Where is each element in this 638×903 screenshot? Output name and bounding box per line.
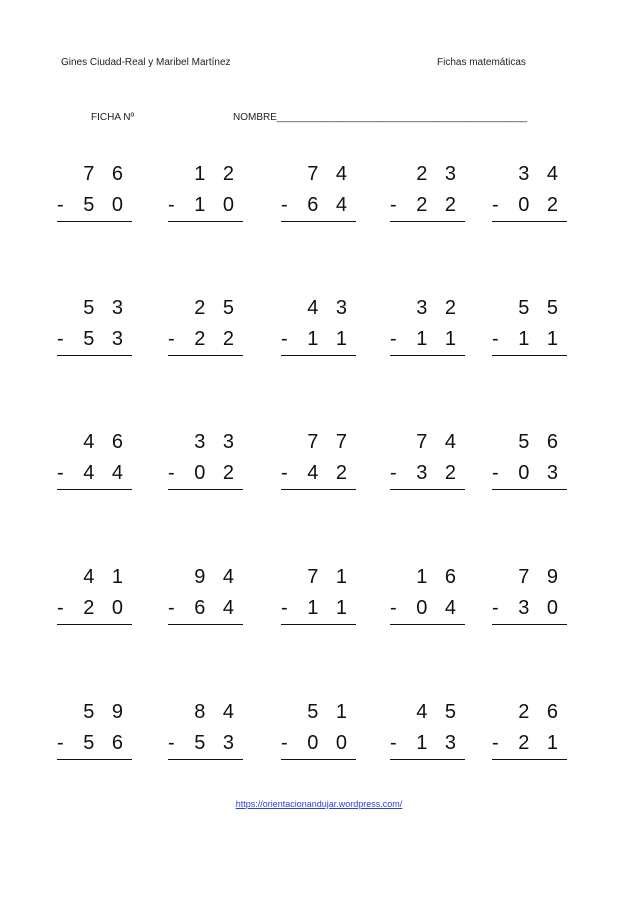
minus-sign: - bbox=[492, 597, 499, 619]
minuend: 8 4 bbox=[194, 701, 240, 723]
answer-line bbox=[281, 355, 356, 356]
minus-sign: - bbox=[390, 194, 397, 216]
minus-sign: - bbox=[492, 328, 499, 350]
minus-sign: - bbox=[168, 732, 175, 754]
minuend: 4 1 bbox=[83, 566, 129, 588]
answer-line bbox=[492, 221, 567, 222]
subtraction-problem bbox=[57, 702, 132, 772]
name-field-label: NOMBRE_____________________________________________ bbox=[233, 112, 528, 123]
answer-line bbox=[57, 355, 132, 356]
minuend: 7 6 bbox=[83, 163, 129, 185]
answer-line bbox=[492, 759, 567, 760]
minus-sign: - bbox=[281, 194, 288, 216]
answer-line bbox=[390, 624, 465, 625]
minus-sign: - bbox=[57, 328, 64, 350]
worksheet-subject: Fichas matemáticas bbox=[437, 57, 526, 68]
subtrahend: 5 6 bbox=[83, 732, 129, 754]
subtraction-problem bbox=[281, 164, 356, 234]
answer-line bbox=[168, 355, 243, 356]
answer-line bbox=[390, 355, 465, 356]
subtraction-problem bbox=[390, 702, 465, 772]
answer-line bbox=[168, 624, 243, 625]
subtraction-problem bbox=[390, 298, 465, 368]
author-credit: Gines Ciudad-Real y Maribel Martínez bbox=[61, 57, 231, 68]
minuend: 7 4 bbox=[416, 431, 462, 453]
minus-sign: - bbox=[281, 328, 288, 350]
answer-line bbox=[57, 489, 132, 490]
subtrahend: 2 1 bbox=[518, 732, 564, 754]
subtrahend: 2 2 bbox=[194, 328, 240, 350]
subtraction-problem bbox=[492, 702, 567, 772]
subtraction-problem bbox=[390, 164, 465, 234]
minuend: 5 3 bbox=[83, 297, 129, 319]
footer-link[interactable]: https://orientacionandujar.wordpress.com/ bbox=[235, 799, 403, 809]
minus-sign: - bbox=[390, 462, 397, 484]
minuend: 1 6 bbox=[416, 566, 462, 588]
subtraction-problem bbox=[57, 567, 132, 637]
subtraction-problem bbox=[57, 298, 132, 368]
minuend: 2 3 bbox=[416, 163, 462, 185]
minuend: 3 4 bbox=[518, 163, 564, 185]
subtraction-problem bbox=[492, 567, 567, 637]
minuend: 4 5 bbox=[416, 701, 462, 723]
subtrahend: 3 0 bbox=[518, 597, 564, 619]
subtraction-problem bbox=[281, 432, 356, 502]
subtraction-problem bbox=[390, 432, 465, 502]
answer-line bbox=[390, 221, 465, 222]
subtrahend: 2 2 bbox=[416, 194, 462, 216]
subtrahend: 0 0 bbox=[307, 732, 353, 754]
minus-sign: - bbox=[281, 462, 288, 484]
answer-line bbox=[492, 355, 567, 356]
minus-sign: - bbox=[168, 328, 175, 350]
minuend: 7 9 bbox=[518, 566, 564, 588]
subtrahend: 4 2 bbox=[307, 462, 353, 484]
minuend: 5 1 bbox=[307, 701, 353, 723]
minus-sign: - bbox=[390, 597, 397, 619]
subtrahend: 0 3 bbox=[518, 462, 564, 484]
subtrahend: 1 1 bbox=[518, 328, 564, 350]
answer-line bbox=[168, 221, 243, 222]
subtrahend: 0 4 bbox=[416, 597, 462, 619]
answer-line bbox=[281, 489, 356, 490]
minus-sign: - bbox=[57, 732, 64, 754]
minuend: 5 9 bbox=[83, 701, 129, 723]
minus-sign: - bbox=[57, 462, 64, 484]
answer-line bbox=[492, 624, 567, 625]
subtraction-problem bbox=[281, 567, 356, 637]
subtraction-problem bbox=[168, 164, 243, 234]
subtrahend: 6 4 bbox=[307, 194, 353, 216]
minuend: 5 5 bbox=[518, 297, 564, 319]
minuend: 5 6 bbox=[518, 431, 564, 453]
minuend: 7 1 bbox=[307, 566, 353, 588]
subtrahend: 2 0 bbox=[83, 597, 129, 619]
minuend: 4 6 bbox=[83, 431, 129, 453]
subtrahend: 1 1 bbox=[307, 328, 353, 350]
subtrahend: 4 4 bbox=[83, 462, 129, 484]
subtraction-problem bbox=[168, 567, 243, 637]
answer-line bbox=[281, 221, 356, 222]
subtraction-problem bbox=[168, 702, 243, 772]
minus-sign: - bbox=[57, 597, 64, 619]
minuend: 7 4 bbox=[307, 163, 353, 185]
minuend: 2 5 bbox=[194, 297, 240, 319]
answer-line bbox=[492, 489, 567, 490]
minuend: 9 4 bbox=[194, 566, 240, 588]
minus-sign: - bbox=[492, 194, 499, 216]
subtrahend: 1 1 bbox=[416, 328, 462, 350]
subtrahend: 1 0 bbox=[194, 194, 240, 216]
minus-sign: - bbox=[57, 194, 64, 216]
answer-line bbox=[390, 489, 465, 490]
answer-line bbox=[57, 221, 132, 222]
minus-sign: - bbox=[492, 462, 499, 484]
subtraction-problem bbox=[57, 164, 132, 234]
minuend: 4 3 bbox=[307, 297, 353, 319]
minuend: 7 7 bbox=[307, 431, 353, 453]
minus-sign: - bbox=[390, 328, 397, 350]
answer-line bbox=[281, 759, 356, 760]
subtrahend: 6 4 bbox=[194, 597, 240, 619]
subtrahend: 1 1 bbox=[307, 597, 353, 619]
subtrahend: 0 2 bbox=[194, 462, 240, 484]
ficha-number-label: FICHA Nº bbox=[91, 112, 135, 123]
answer-line bbox=[168, 489, 243, 490]
subtraction-problem bbox=[390, 567, 465, 637]
subtraction-problem bbox=[57, 432, 132, 502]
subtraction-problem bbox=[492, 298, 567, 368]
subtrahend: 5 0 bbox=[83, 194, 129, 216]
subtrahend: 1 3 bbox=[416, 732, 462, 754]
subtraction-problem bbox=[492, 432, 567, 502]
minuend: 2 6 bbox=[518, 701, 564, 723]
subtraction-problem bbox=[492, 164, 567, 234]
subtraction-problem bbox=[168, 298, 243, 368]
minuend: 3 3 bbox=[194, 431, 240, 453]
subtrahend: 5 3 bbox=[83, 328, 129, 350]
minus-sign: - bbox=[168, 462, 175, 484]
answer-line bbox=[57, 759, 132, 760]
subtraction-problem bbox=[281, 702, 356, 772]
subtrahend: 3 2 bbox=[416, 462, 462, 484]
minuend: 1 2 bbox=[194, 163, 240, 185]
subtraction-problem bbox=[281, 298, 356, 368]
subtraction-problem bbox=[168, 432, 243, 502]
subtrahend: 5 3 bbox=[194, 732, 240, 754]
subtrahend: 0 2 bbox=[518, 194, 564, 216]
minus-sign: - bbox=[281, 732, 288, 754]
minuend: 3 2 bbox=[416, 297, 462, 319]
answer-line bbox=[57, 624, 132, 625]
answer-line bbox=[168, 759, 243, 760]
minus-sign: - bbox=[168, 194, 175, 216]
minus-sign: - bbox=[390, 732, 397, 754]
answer-line bbox=[281, 624, 356, 625]
minus-sign: - bbox=[492, 732, 499, 754]
answer-line bbox=[390, 759, 465, 760]
minus-sign: - bbox=[168, 597, 175, 619]
minus-sign: - bbox=[281, 597, 288, 619]
